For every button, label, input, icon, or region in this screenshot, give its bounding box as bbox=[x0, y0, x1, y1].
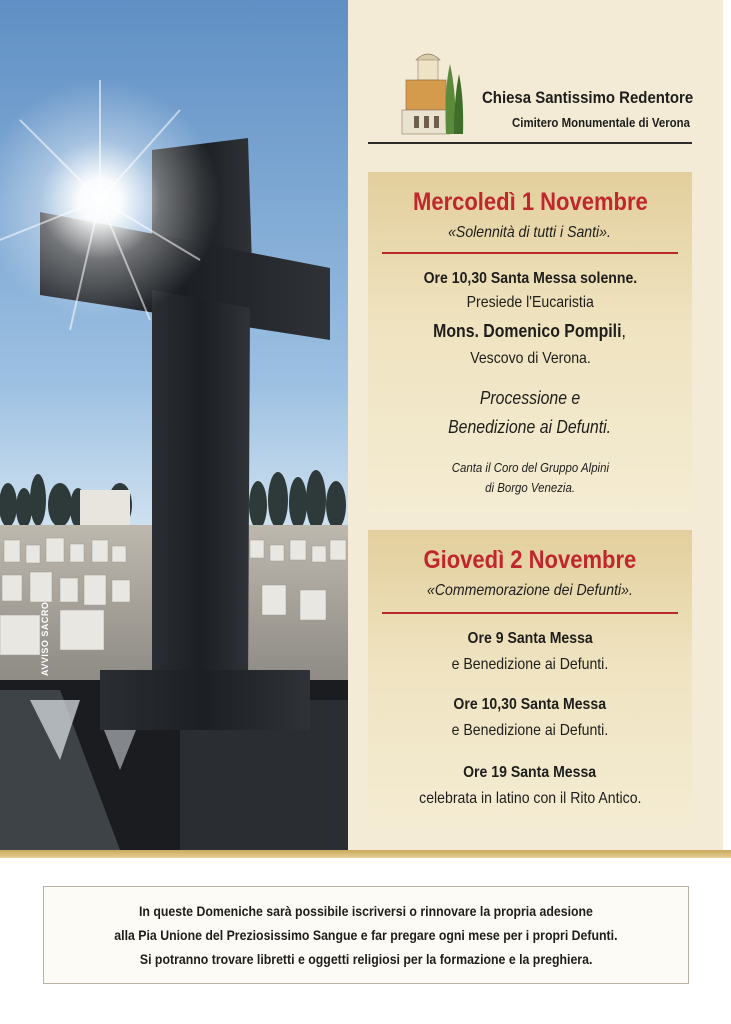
choir-line-2: di Borgo Venezia. bbox=[485, 480, 575, 495]
mass-description: e Benedizione ai Defunti. bbox=[451, 722, 609, 739]
procession-line-2: Benedizione ai Defunti. bbox=[448, 417, 612, 437]
day-title: Mercoledì 1 Novembre bbox=[412, 188, 648, 216]
notice-line-3: Si potranno trovare libretti e oggetti religiosi per la formazione e la preghiera. bbox=[139, 951, 593, 967]
mass-time: Ore 10,30 Santa Messa bbox=[453, 696, 607, 713]
red-divider bbox=[382, 252, 678, 254]
panel-november-1 bbox=[368, 172, 692, 512]
cross-photo bbox=[0, 0, 348, 850]
panel-november-2 bbox=[368, 530, 692, 826]
church-name: Chiesa Santissimo Redentore bbox=[482, 88, 694, 107]
right-margin bbox=[723, 0, 731, 858]
red-divider bbox=[382, 612, 678, 614]
church-logo bbox=[400, 50, 466, 136]
gold-divider bbox=[0, 850, 731, 858]
mass-time: Ore 9 Santa Messa bbox=[467, 630, 593, 647]
notice-line-2: alla Pia Unione del Preziosissimo Sangue e far pregare ogni mese per i propri Defunti. bbox=[114, 927, 618, 943]
mass-time: Ore 10,30 Santa Messa solenne. bbox=[423, 270, 637, 287]
notice-line-1: In queste Domeniche sarà possibile iscriversi o rinnovare la propria adesione bbox=[139, 903, 593, 919]
procession-line-1: Processione e bbox=[479, 388, 581, 408]
church-subtitle: Cimitero Monumentale di Verona bbox=[512, 115, 690, 130]
celebrant-role: Vescovo di Verona. bbox=[469, 350, 591, 367]
notice-box bbox=[43, 886, 689, 984]
feast-name: «Commemorazione dei Defunti». bbox=[427, 582, 633, 599]
day-title: Giovedì 2 Novembre bbox=[423, 546, 637, 574]
mass-description: e Benedizione ai Defunti. bbox=[451, 656, 609, 673]
feast-name: «Solennità di tutti i Santi». bbox=[448, 224, 612, 241]
presides-text: Presiede l'Eucaristia bbox=[466, 294, 594, 311]
celebrant-name: Mons. Domenico Pompili bbox=[433, 321, 622, 341]
side-label: AVVISO SACRO bbox=[40, 601, 50, 676]
choir-line-1: Canta il Coro del Gruppo Alpini bbox=[451, 460, 609, 475]
header-divider bbox=[368, 142, 692, 144]
celebrant-comma: , bbox=[621, 321, 627, 341]
mass-description: celebrata in latino con il Rito Antico. bbox=[418, 790, 642, 807]
mass-time: Ore 19 Santa Messa bbox=[463, 764, 597, 781]
